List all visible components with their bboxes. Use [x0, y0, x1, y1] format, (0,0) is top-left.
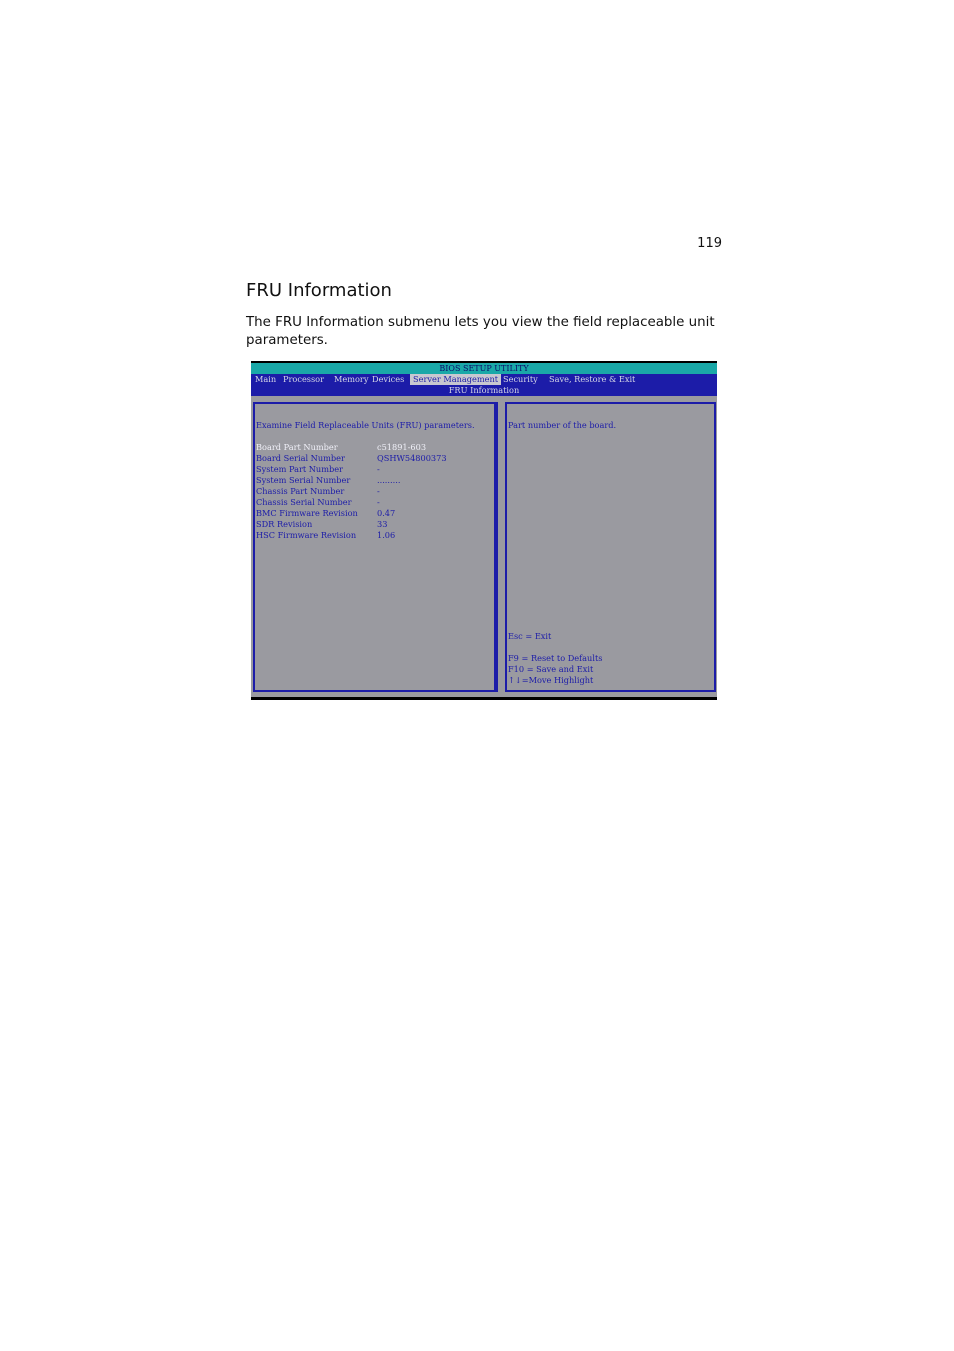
key-hint-f10: F10 = Save and Exit: [508, 664, 594, 674]
fru-row-label[interactable]: Board Serial Number: [256, 453, 345, 463]
menu-item-processor[interactable]: Processor: [283, 374, 325, 384]
fru-row-label[interactable]: SDR Revision: [256, 519, 313, 529]
fru-row-label[interactable]: System Part Number: [256, 464, 343, 474]
bios-menu-bar: [251, 374, 717, 385]
menu-item-main[interactable]: Main: [255, 374, 277, 384]
key-hint-esc: Esc = Exit: [508, 631, 552, 641]
fru-row-label[interactable]: BMC Firmware Revision: [256, 508, 358, 518]
fru-row-label[interactable]: Chassis Part Number: [256, 486, 345, 496]
intro-paragraph: The FRU Information submenu lets you view the field replaceable unit parameters.: [246, 315, 715, 348]
fru-row-value: 33: [377, 519, 388, 529]
fru-row-value: QSHW54800373: [377, 453, 447, 463]
fru-row-value: .........: [377, 475, 401, 485]
fru-row-label[interactable]: System Serial Number: [256, 475, 351, 485]
fru-row-value: c51891-603: [377, 442, 427, 452]
fru-row-value: -: [377, 464, 380, 474]
bios-title-bar: BIOS SETUP UTILITY: [251, 363, 717, 374]
key-hint-move: ↑↓=Move Highlight: [508, 675, 594, 685]
menu-item-save-restore-exit[interactable]: Save, Restore & Exit: [549, 374, 636, 384]
key-hint-f9: F9 = Reset to Defaults: [508, 653, 603, 663]
bios-submenu-title: FRU Information: [251, 385, 717, 396]
panel-divider: [496, 402, 498, 692]
page-number: 119: [697, 236, 722, 251]
fru-row-label[interactable]: Chassis Serial Number: [256, 497, 352, 507]
fru-row-value: 0.47: [377, 508, 396, 518]
menu-item-security[interactable]: Security: [503, 374, 538, 384]
fru-row-label[interactable]: HSC Firmware Revision: [256, 530, 357, 540]
help-panel: [505, 402, 716, 692]
fru-row-value: -: [377, 486, 380, 496]
section-title: FRU Information: [246, 280, 392, 301]
menu-item-devices[interactable]: Devices: [372, 374, 405, 384]
fru-row-label[interactable]: Board Part Number: [256, 442, 338, 452]
bios-bottom-border: [251, 697, 717, 700]
menu-item-memory[interactable]: Memory: [334, 374, 369, 384]
menu-item-server-management[interactable]: Server Management: [410, 374, 501, 385]
help-text: Part number of the board.: [508, 420, 617, 430]
fru-heading: Examine Field Replaceable Units (FRU) parameters.: [256, 420, 475, 430]
bios-screenshot: [251, 361, 717, 700]
fru-row-value: -: [377, 497, 380, 507]
fru-row-value: 1.06: [377, 530, 396, 540]
